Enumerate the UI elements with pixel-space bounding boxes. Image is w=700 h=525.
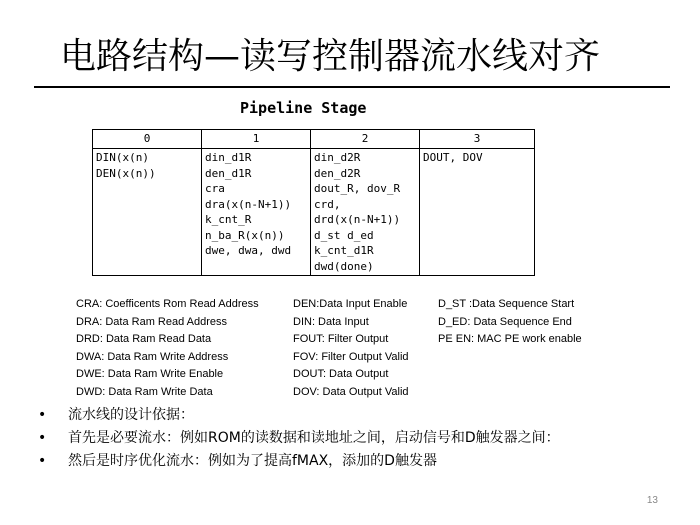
signal: dwe, dwa, dwd: [205, 244, 292, 257]
stage-cell-1: [202, 149, 311, 276]
legend-item: D_ST :Data Sequence Start: [438, 298, 575, 310]
signal: DIN(x(n): [96, 151, 149, 164]
legend-item: FOV: Filter Output Valid: [293, 350, 409, 363]
stage-cell-3: [420, 149, 535, 276]
signal: den_d1R: [205, 166, 252, 180]
list-item: [38, 427, 560, 450]
signal: DOUT, DOV: [423, 151, 483, 164]
legend-column-2: [293, 296, 409, 402]
pipeline-table: [92, 129, 535, 276]
signal: d_st d_ed: [314, 228, 374, 242]
legend-item: DWA: Data Ram Write Address: [76, 350, 229, 363]
stage-header-0: 0: [93, 130, 202, 149]
signal: DEN(x(n)): [96, 166, 156, 180]
signal: dra(x(n-N+1)): [205, 197, 292, 211]
stage-header-2: 2: [311, 130, 420, 149]
title-divider: [34, 86, 670, 88]
pipeline-header-row: [93, 130, 535, 149]
signal: den_d2R: [314, 166, 361, 180]
stage-header-1: 1: [202, 130, 311, 149]
list-item: [38, 450, 560, 473]
legend-item: DIN: Data Input: [293, 315, 369, 328]
legend-item: DRA: Data Ram Read Address: [76, 315, 228, 328]
legend-item: D_ED: Data Sequence End: [438, 315, 572, 328]
signal: dout_R, dov_R: [314, 182, 401, 195]
signal: din_d1R: [205, 151, 252, 164]
legend-item: DEN:Data Input Enable: [293, 298, 408, 310]
signal: k_cnt_d1R: [314, 244, 374, 257]
legend-item: CRA: Coefficents Rom Read Address: [76, 298, 259, 310]
stage-cell-0: [93, 149, 202, 276]
bullet-text: 然后是时序优化流水：例如为了提高fMAX，添加的D触发器: [68, 453, 437, 469]
legend-item: DRD: Data Ram Read Data: [76, 333, 212, 346]
legend-item: FOUT: Filter Output: [293, 333, 389, 346]
legend-column-3: [438, 296, 582, 349]
signal: n_ba_R(x(n)): [205, 228, 285, 242]
bullet-icon: •: [38, 453, 47, 469]
legend-item: DWD: Data Ram Write Data: [76, 385, 213, 398]
stage-header-3: 3: [420, 130, 535, 149]
legend-item: DWE: Data Ram Write Enable: [76, 368, 224, 381]
legend-column-1: [76, 296, 259, 402]
slide-title: 电路结构—读写控制器流水线对齐: [60, 36, 601, 77]
signal: dwd(done): [314, 259, 374, 273]
bullet-text: 流水线的设计依据：: [68, 407, 194, 423]
bullet-icon: •: [38, 407, 47, 423]
legend-item: DOUT: Data Output: [293, 368, 389, 381]
pipeline-signal-row: [93, 149, 535, 276]
bullet-list: [38, 404, 560, 473]
pipeline-caption: Pipeline Stage: [240, 99, 367, 117]
bullet-icon: •: [38, 430, 47, 446]
page-number: 13: [646, 495, 658, 506]
stage-cell-2: [311, 149, 420, 276]
signal: din_d2R: [314, 151, 361, 164]
signal: drd(x(n-N+1)): [314, 213, 401, 226]
signal: cra: [205, 182, 225, 195]
bullet-text: 首先是必要流水：例如ROM的读数据和读地址之间，启动信号和D触发器之间：: [68, 430, 560, 446]
list-item: [38, 404, 560, 427]
signal: crd,: [314, 197, 341, 211]
legend-item: PE EN: MAC PE work enable: [438, 333, 582, 346]
signal: k_cnt_R: [205, 213, 252, 226]
legend-item: DOV: Data Output Valid: [293, 385, 409, 398]
